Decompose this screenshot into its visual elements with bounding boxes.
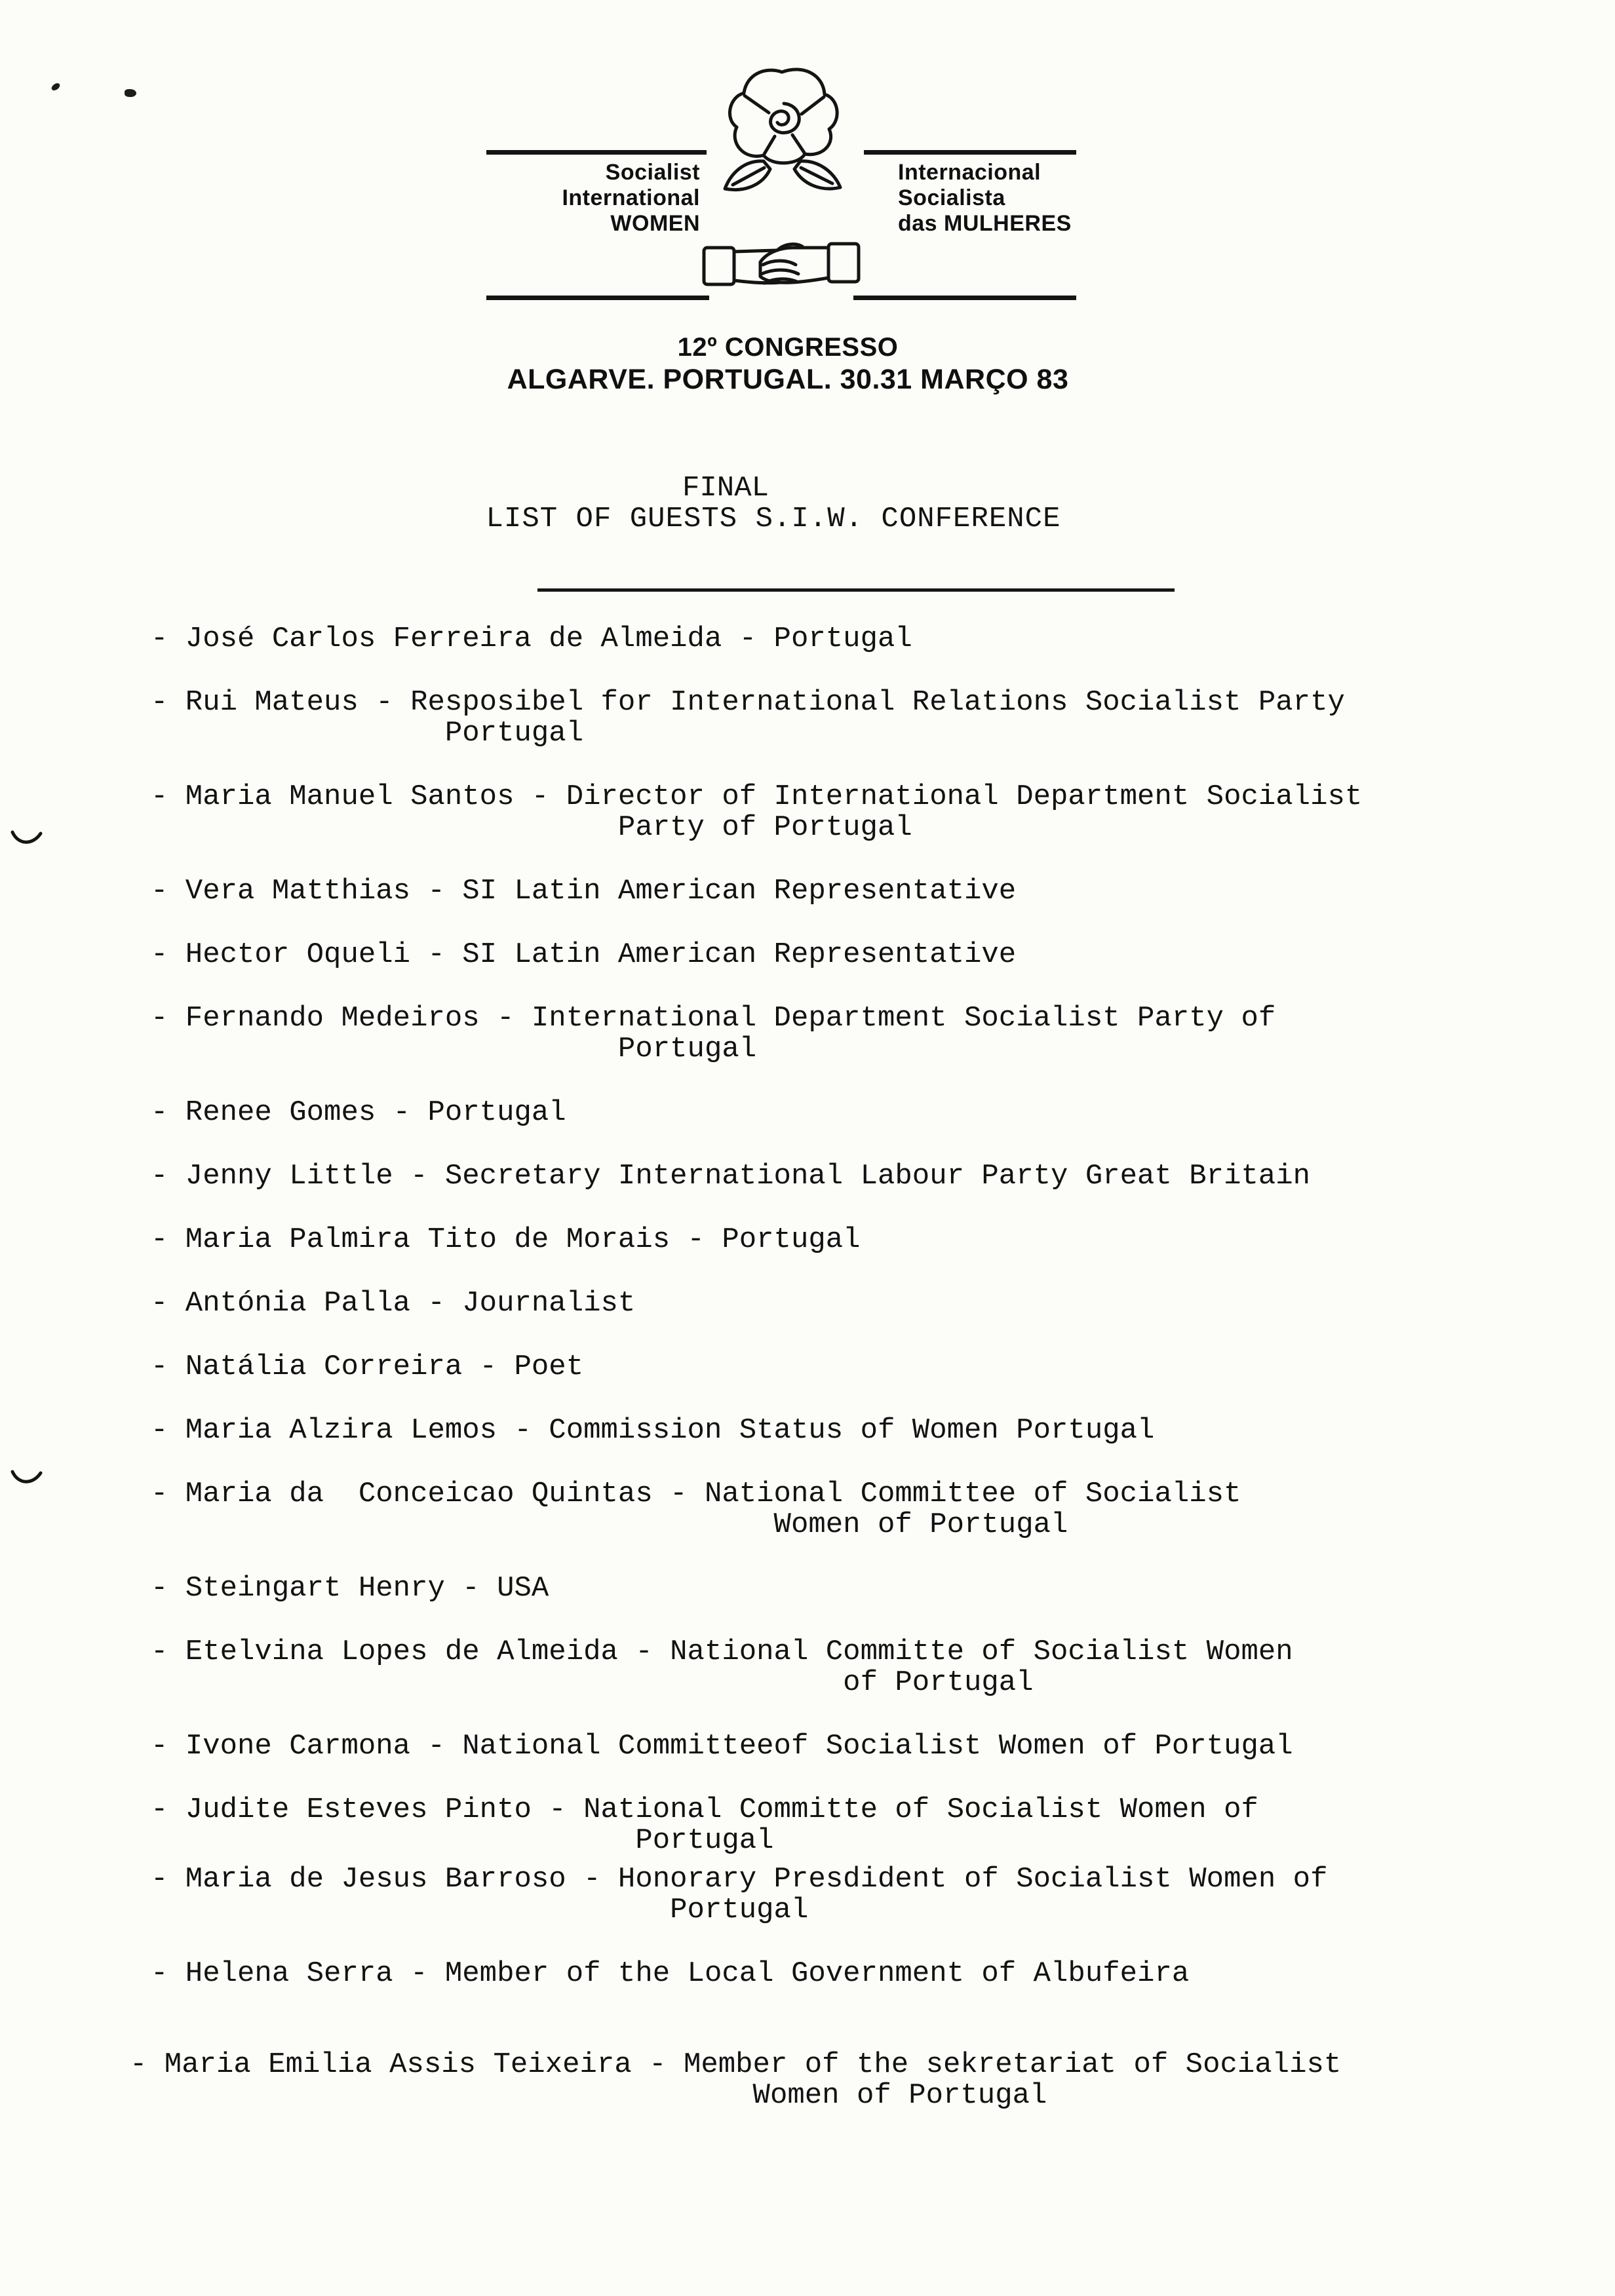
rose-icon: [707, 63, 857, 212]
scan-speck: [125, 89, 136, 97]
guest-line: - Helena Serra - Member of the Local Government of Albufeira: [151, 1957, 1190, 1990]
guest-line: - Judite Esteves Pinto - National Committe of Socialist Women of: [151, 1793, 1258, 1826]
logo-rule-top-right: [864, 150, 1076, 155]
guest-entry: [151, 1352, 1362, 1383]
guest-line: - Renee Gomes - Portugal: [151, 1096, 566, 1129]
guest-entry: [130, 2050, 1362, 2111]
guest-line: - José Carlos Ferreira de Almeida - Portugal: [151, 622, 912, 655]
guest-entry: [151, 1415, 1362, 1446]
guest-line: - Maria da Conceicao Quintas - National Committee of Socialist: [151, 1478, 1241, 1510]
document-title: [0, 473, 1615, 535]
logo-text-right: [898, 160, 1076, 237]
guest-line: - Maria Alzira Lemos - Commission Status of Women Portugal: [151, 1414, 1155, 1447]
margin-mark: [9, 827, 43, 852]
margin-mark: [9, 1466, 43, 1492]
guest-entry: [151, 1479, 1362, 1540]
guest-line: - Maria de Jesus Barroso - Honorary Presdident of Socialist Women of: [151, 1863, 1328, 1896]
guest-line: - Maria Palmira Tito de Morais - Portugal: [151, 1223, 861, 1256]
logo-rule-top-left: [486, 150, 707, 155]
logo-text-line: Socialist: [605, 160, 700, 185]
handshake-icon: [700, 212, 863, 322]
guest-entry: [151, 1637, 1362, 1698]
title-list-of-guests: LIST OF GUESTS S.I.W. CONFERENCE: [486, 503, 1061, 535]
logo-text-line: WOMEN: [610, 211, 700, 236]
guest-entry: [151, 1161, 1362, 1192]
guest-entry: [151, 1003, 1362, 1065]
guest-line: Party of Portugal: [151, 811, 912, 844]
guest-entry: [151, 1795, 1362, 1856]
guest-entry: [151, 876, 1362, 907]
congress-number: 12º CONGRESSO: [677, 333, 899, 362]
guest-line: - Steingart Henry - USA: [151, 1572, 549, 1605]
guest-line: - Hector Oqueli - SI Latin American Representative: [151, 938, 1017, 971]
guest-line: Women of Portugal: [151, 1508, 1068, 1541]
guest-line: - Etelvina Lopes de Almeida - National Committe of Socialist Women: [151, 1636, 1293, 1668]
guest-entry: [151, 1225, 1362, 1255]
guest-line: Portugal: [151, 1033, 757, 1065]
logo-text-line: das MULHERES: [898, 211, 1072, 236]
guest-entry: [151, 1864, 1362, 1926]
logo-text-line: Internacional: [898, 160, 1041, 185]
guest-entry: [151, 1573, 1362, 1604]
siw-logo: [486, 63, 1076, 325]
guest-line: - Fernando Medeiros - International Department Socialist Party of: [151, 1002, 1276, 1035]
guest-line: - Natália Correira - Poet: [151, 1350, 584, 1383]
guest-line: - Rui Mateus - Resposibel for International Relations Socialist Party: [151, 686, 1345, 719]
title-underline: [537, 588, 1175, 592]
guest-line: - Vera Matthias - SI Latin American Representative: [151, 875, 1017, 908]
guest-entry: [151, 1731, 1362, 1762]
logo-text-line: Socialista: [898, 185, 1005, 210]
guest-line: Portugal: [151, 717, 584, 750]
guest-entry: [151, 687, 1362, 749]
guest-entry: [151, 1098, 1362, 1128]
guest-entry: [151, 624, 1362, 655]
guest-line: of Portugal: [151, 1666, 1034, 1699]
guest-line: Portugal: [151, 1894, 809, 1926]
guest-entry: [151, 1288, 1362, 1319]
guest-entry: [151, 940, 1362, 970]
guest-line: Women of Portugal: [130, 2079, 1047, 2112]
guest-entry: [151, 782, 1362, 843]
scan-speck: [50, 82, 62, 92]
congress-place-date: ALGARVE. PORTUGAL. 30.31 MARÇO 83: [507, 364, 1069, 395]
logo-text-left: [486, 160, 700, 237]
guest-list: [130, 622, 1363, 2144]
logo-text-line: International: [562, 185, 700, 210]
guest-line: - Maria Emilia Assis Teixeira - Member of the sekretariat of Socialist: [130, 2048, 1342, 2081]
guest-line: - Jenny Little - Secretary International Labour Party Great Britain: [151, 1160, 1311, 1193]
guest-entry: [151, 1959, 1362, 1989]
guest-line: Portugal: [151, 1824, 774, 1857]
guest-line: - Ivone Carmona - National Committeeof Socialist Women of Portugal: [151, 1730, 1293, 1763]
guest-line: - Antónia Palla - Journalist: [151, 1287, 636, 1320]
guest-line: - Maria Manuel Santos - Director of International Department Socialist: [151, 780, 1363, 813]
title-final: FINAL: [682, 472, 769, 505]
congress-heading: [0, 332, 1615, 396]
